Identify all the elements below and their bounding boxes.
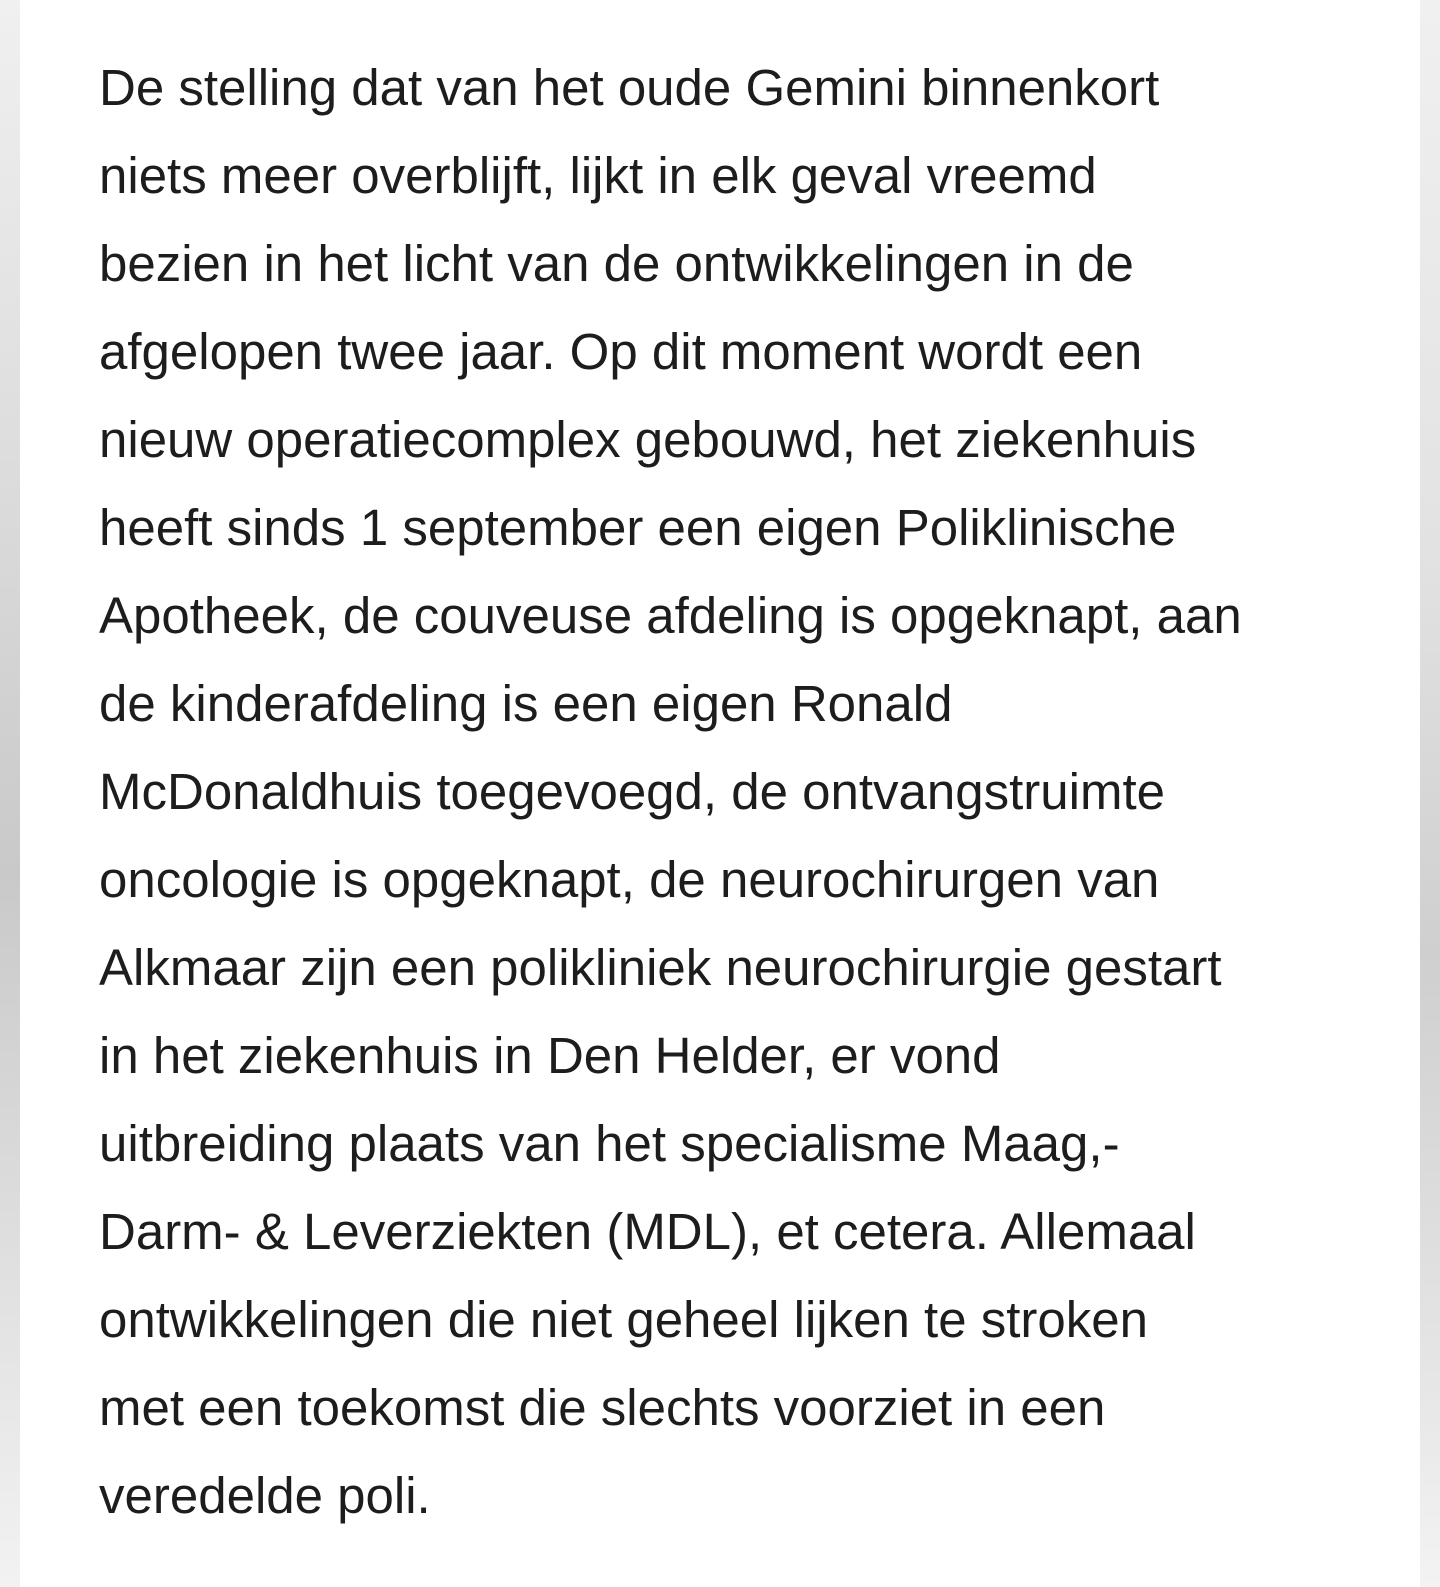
paragraph-line: veredelde poli. [99,1467,431,1524]
paragraph-line: heeft sinds 1 september een eigen Poliklinische [99,499,1177,556]
article-paragraph [99,44,1369,1540]
article-card [20,0,1420,1587]
paragraph-line: bezien in het licht van de ontwikkelingen in de [99,235,1134,292]
paragraph-line: met een toekomst die slechts voorziet in een [99,1379,1106,1436]
paragraph-line: in het ziekenhuis in Den Helder, er vond [99,1027,1001,1084]
paragraph-line: afgelopen twee jaar. Op dit moment wordt een [99,323,1143,380]
paragraph-line: de kinderafdeling is een eigen Ronald [99,675,953,732]
paragraph-line: uitbreiding plaats van het specialisme Maag,- [99,1115,1120,1172]
paragraph-line: Darm- & Leverziekten (MDL), et cetera. Allemaal [99,1203,1196,1260]
paragraph-line: oncologie is opgeknapt, de neurochirurgen van [99,851,1160,908]
paragraph-line: De stelling dat van het oude Gemini binnenkort [99,59,1160,116]
paragraph-line: ontwikkelingen die niet geheel lijken te stroken [99,1291,1148,1348]
paragraph-line: nieuw operatiecomplex gebouwd, het ziekenhuis [99,411,1197,468]
paragraph-line: Alkmaar zijn een polikliniek neurochirurgie gestart [99,939,1222,996]
background-edge-left [0,0,20,1587]
background-edge-right [1420,0,1440,1587]
paragraph-line: niets meer overblijft, lijkt in elk geval vreemd [99,147,1097,204]
paragraph-line: Apotheek, de couveuse afdeling is opgeknapt, aan [99,587,1242,644]
paragraph-line: McDonaldhuis toegevoegd, de ontvangstruimte [99,763,1165,820]
